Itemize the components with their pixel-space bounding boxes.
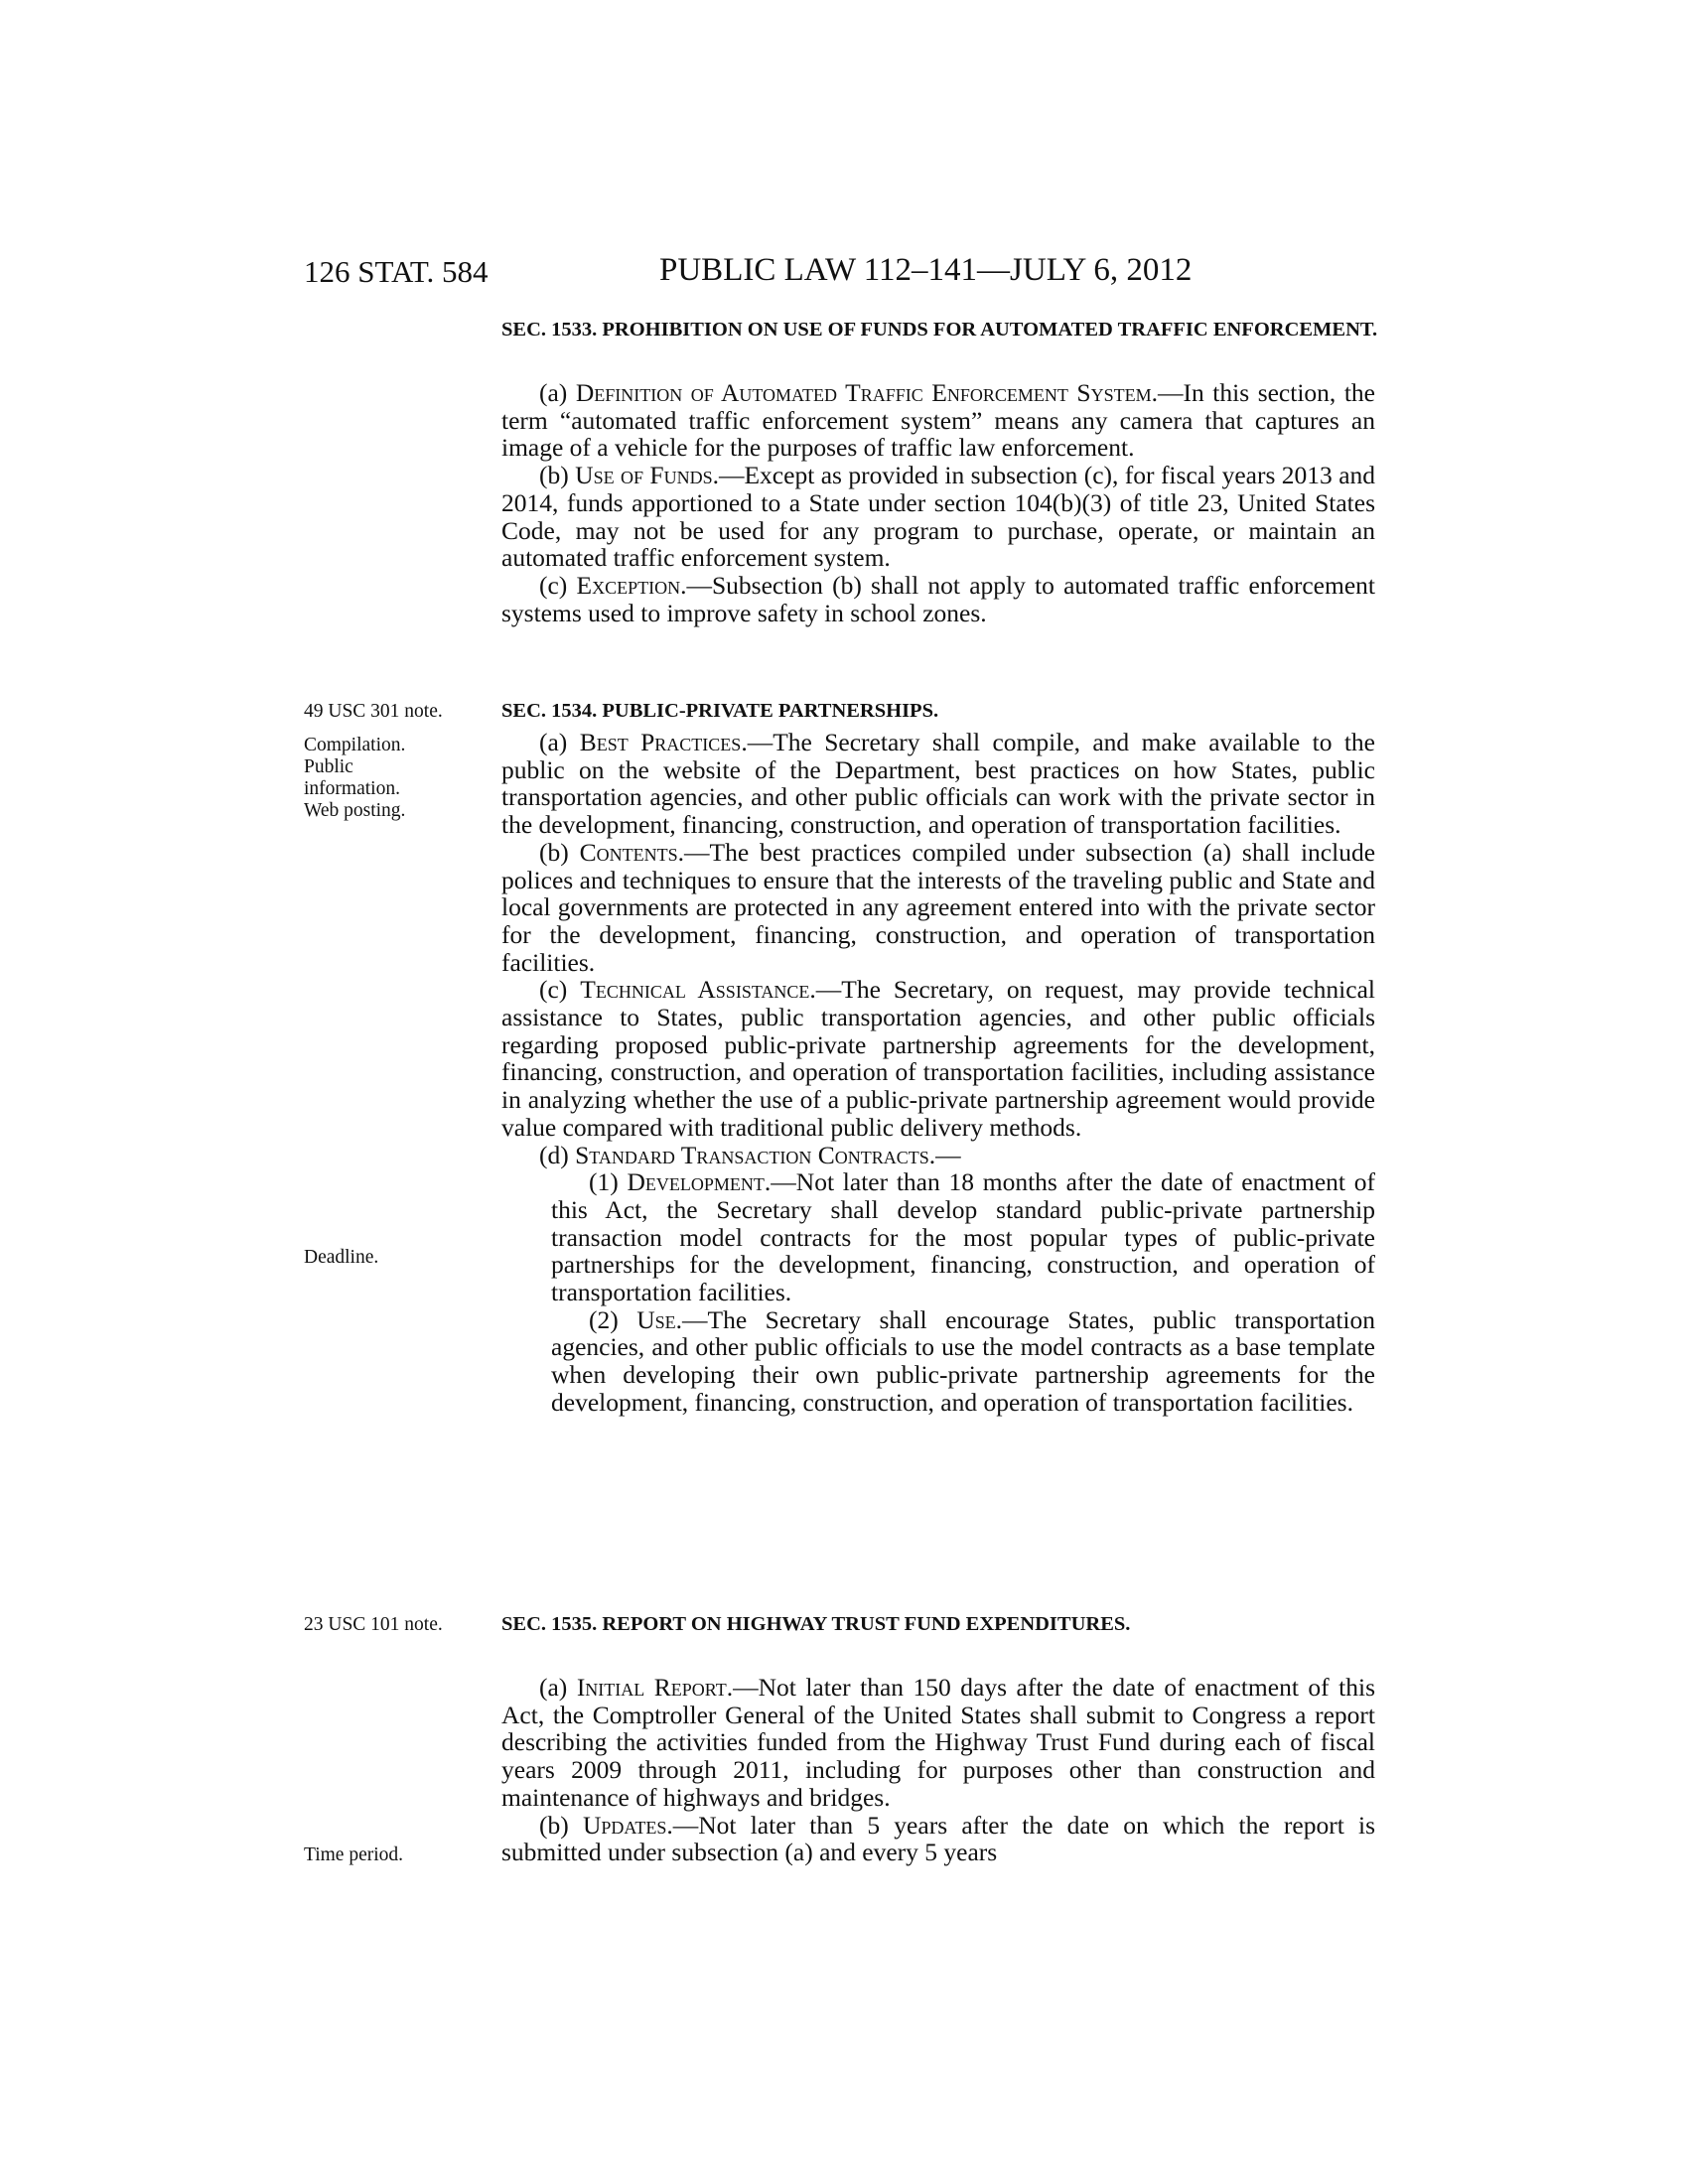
running-head: PUBLIC LAW 112–141—JULY 6, 2012 (659, 252, 1193, 288)
margin-note-usc-1534: 49 USC 301 note. (304, 701, 443, 722)
paragraph-1533-a: (a) Definition of Automated Traffic Enforcement System.—In this section, the term “automated traffic enforcement system” means any camera that captures an image of a vehicle for the purposes of traffic law enforcement. (501, 378, 1375, 463)
section-1533-body (501, 379, 1375, 626)
section-1533-heading: SEC. 1533. PROHIBITION ON USE OF FUNDS FOR AUTOMATED TRAFFIC ENFORCEMENT. (501, 319, 1378, 341)
paragraph-1534-d-2: (2) Use.—The Secretary shall encourage States, public transportation agencies, and other public officials to use the model contracts as a base template when developing their own public-private partnership agreements for the development, financing, construction, and operation of transportation facilities. (551, 1304, 1376, 1417)
margin-tag: Compilation. (304, 735, 406, 755)
paragraph-1534-c: (c) Technical Assistance.—The Secretary, on request, may provide technical assistance to States, public transportation agencies, and other public officials regarding proposed public-private partnership agreements for the development, financing, construction, and operation of transportation facilities, including assistance in analyzing whether the use of a public-private partnership agreement would provide value compared with traditional public delivery methods. (501, 975, 1375, 1142)
paragraph-1533-b: (b) Use of Funds.—Except as provided in subsection (c), for fiscal years 2013 and 2014, funds apportioned to a State under section 104(b)(3) of title 23, United States Code, may not be used for any program to purchase, operate, or maintain an automated traffic enforcement system. (501, 461, 1376, 573)
section-1534-body (501, 729, 1375, 1417)
paragraph-1534-a: (a) Best Practices.—The Secretary shall compile, and make available to the public on the website of the Department, best practices on how States, public transportation agencies, and other public officials can work with the private sector in the development, financing, construction, and operation of transportation facilities. (501, 728, 1375, 840)
margin-tag: information. (304, 778, 400, 799)
margin-tag: Web posting. (304, 800, 406, 821)
paragraph-1534-b: (b) Contents.—The best practices compiled under subsection (a) shall include polices and techniques to ensure that the interests of the traveling public and State and local governments are protected in any agreement entered into with the private sector for the development, financing, construction, and operation of transportation facilities. (501, 837, 1376, 977)
margin-note-time-period: Time period. (304, 1844, 404, 1865)
section-1535-body (501, 1674, 1375, 1866)
paragraph-1534-d: (d) Standard Transaction Contracts.— (539, 1140, 961, 1169)
section-1535-heading: SEC. 1535. REPORT ON HIGHWAY TRUST FUND EXPENDITURES. (501, 1613, 1131, 1635)
paragraph-1534-d-1: (1) Development.—Not later than 18 months after the date of enactment of this Act, the Secretary shall develop standard public-private partnership transaction model contracts for the most popular types of public-private partnerships for the development, financing, construction, and operation of transportation facilities. (551, 1167, 1375, 1307)
page-reference: 126 STAT. 584 (304, 254, 489, 289)
paragraph-1535-b: (b) Updates.—Not later than 5 years after the date on which the report is submitted under subsection (a) and every 5 years (501, 1810, 1375, 1867)
paragraph-1535-a: (a) Initial Report.—Not later than 150 days after the date of enactment of this Act, the Comptroller General of the United States shall submit to Congress a report describing the activities funded from the Highway Trust Fund during each of fiscal years 2009 through 2011, including for purposes other than construction and maintenance of highways and bridges. (501, 1673, 1375, 1812)
paragraph-1533-c: (c) Exception.—Subsection (b) shall not apply to automated traffic enforcement systems used to improve safety in school zones. (501, 570, 1375, 627)
margin-note-usc-1535: 23 USC 101 note. (304, 1614, 443, 1635)
margin-tag: Public (304, 756, 353, 777)
margin-note-deadline: Deadline. (304, 1247, 379, 1268)
margin-note-tags-1534 (304, 735, 473, 822)
section-1534-heading: SEC. 1534. PUBLIC-PRIVATE PARTNERSHIPS. (501, 700, 939, 722)
